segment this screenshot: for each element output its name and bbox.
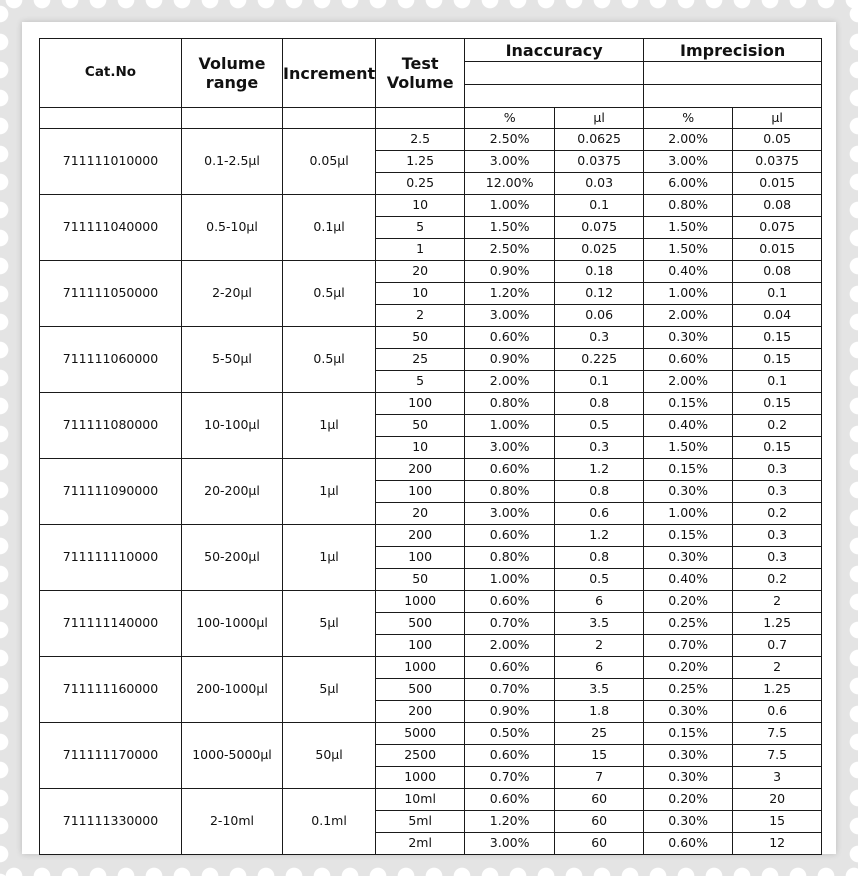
increment-cell: 0.1µl	[283, 195, 376, 261]
test-volume-cell: 1	[376, 239, 465, 261]
inaccuracy-ul-cell: 2	[555, 635, 644, 657]
volume-range-cell: 0.1-2.5µl	[182, 129, 283, 195]
inaccuracy-ul-cell: 0.06	[555, 305, 644, 327]
inaccuracy-ul-cell: 1.8	[555, 701, 644, 723]
imprecision-ul-cell: 0.2	[733, 503, 822, 525]
test-volume-cell: 0.25	[376, 173, 465, 195]
imprecision-ul-cell: 0.3	[733, 525, 822, 547]
test-volume-cell: 10	[376, 283, 465, 305]
imprecision-percent-cell: 0.80%	[644, 195, 733, 217]
volume-range-cell: 200-1000µl	[182, 657, 283, 723]
inaccuracy-percent-cell: 3.00%	[465, 833, 555, 855]
cat-no-cell: 711111040000	[40, 195, 182, 261]
table-row	[40, 129, 822, 151]
imprecision-percent-cell: 0.40%	[644, 261, 733, 283]
imprecision-percent-cell: 0.30%	[644, 811, 733, 833]
inaccuracy-percent-cell: 1.00%	[465, 415, 555, 437]
header-imprecision-spacer	[644, 62, 822, 85]
cat-no-cell: 711111170000	[40, 723, 182, 789]
imprecision-ul-cell: 0.3	[733, 547, 822, 569]
inaccuracy-ul-cell: 60	[555, 789, 644, 811]
imprecision-percent-cell: 0.40%	[644, 415, 733, 437]
imprecision-ul-cell: 15	[733, 811, 822, 833]
inaccuracy-percent-cell: 3.00%	[465, 151, 555, 173]
header-inaccuracy-spacer-2	[465, 85, 644, 108]
imprecision-ul-cell: 1.25	[733, 679, 822, 701]
inaccuracy-percent-cell: 0.60%	[465, 789, 555, 811]
inaccuracy-ul-cell: 7	[555, 767, 644, 789]
imprecision-ul-cell: 0.15	[733, 349, 822, 371]
imprecision-ul-cell: 0.08	[733, 261, 822, 283]
test-volume-cell: 100	[376, 393, 465, 415]
inaccuracy-ul-cell: 0.8	[555, 393, 644, 415]
imprecision-percent-cell: 0.15%	[644, 525, 733, 547]
inaccuracy-percent-cell: 0.60%	[465, 745, 555, 767]
test-volume-cell: 1000	[376, 591, 465, 613]
imprecision-percent-cell: 0.20%	[644, 789, 733, 811]
inaccuracy-percent-cell: 0.70%	[465, 613, 555, 635]
test-volume-cell: 100	[376, 635, 465, 657]
inaccuracy-ul-cell: 6	[555, 657, 644, 679]
imprecision-percent-cell: 1.00%	[644, 503, 733, 525]
imprecision-ul-cell: 7.5	[733, 723, 822, 745]
imprecision-percent-cell: 1.50%	[644, 217, 733, 239]
increment-cell: 1µl	[283, 459, 376, 525]
inaccuracy-percent-cell: 1.20%	[465, 811, 555, 833]
imprecision-percent-cell: 0.30%	[644, 547, 733, 569]
inaccuracy-ul-cell: 60	[555, 833, 644, 855]
test-volume-cell: 50	[376, 327, 465, 349]
inaccuracy-ul-cell: 0.025	[555, 239, 644, 261]
inaccuracy-ul-cell: 0.225	[555, 349, 644, 371]
unit-imprecision-ul: µl	[733, 108, 822, 129]
increment-cell: 0.5µl	[283, 261, 376, 327]
imprecision-ul-cell: 2	[733, 591, 822, 613]
test-volume-cell: 2	[376, 305, 465, 327]
test-volume-cell: 500	[376, 613, 465, 635]
imprecision-ul-cell: 0.0375	[733, 151, 822, 173]
test-volume-cell: 50	[376, 415, 465, 437]
inaccuracy-percent-cell: 0.80%	[465, 481, 555, 503]
imprecision-percent-cell: 0.30%	[644, 481, 733, 503]
inaccuracy-percent-cell: 0.60%	[465, 459, 555, 481]
test-volume-cell: 25	[376, 349, 465, 371]
header-imprecision: Imprecision	[644, 39, 822, 62]
imprecision-percent-cell: 2.00%	[644, 305, 733, 327]
imprecision-percent-cell: 0.60%	[644, 833, 733, 855]
imprecision-percent-cell: 0.25%	[644, 613, 733, 635]
header-inaccuracy: Inaccuracy	[465, 39, 644, 62]
header-volume-range: Volume range	[182, 39, 283, 108]
volume-range-cell: 5-50µl	[182, 327, 283, 393]
inaccuracy-percent-cell: 2.00%	[465, 635, 555, 657]
inaccuracy-ul-cell: 0.1	[555, 371, 644, 393]
volume-range-cell: 2-10ml	[182, 789, 283, 855]
increment-cell: 0.05µl	[283, 129, 376, 195]
imprecision-ul-cell: 0.08	[733, 195, 822, 217]
imprecision-percent-cell: 1.50%	[644, 239, 733, 261]
table-row	[40, 657, 822, 679]
imprecision-ul-cell: 7.5	[733, 745, 822, 767]
cat-no-cell: 711111330000	[40, 789, 182, 855]
cat-no-cell: 711111080000	[40, 393, 182, 459]
inaccuracy-ul-cell: 0.1	[555, 195, 644, 217]
imprecision-ul-cell: 1.25	[733, 613, 822, 635]
imprecision-percent-cell: 2.00%	[644, 371, 733, 393]
table-row	[40, 525, 822, 547]
header-increment: Increment	[283, 39, 376, 108]
units-blank-cat	[40, 108, 182, 129]
inaccuracy-ul-cell: 1.2	[555, 525, 644, 547]
inaccuracy-ul-cell: 1.2	[555, 459, 644, 481]
increment-cell: 0.5µl	[283, 327, 376, 393]
inaccuracy-percent-cell: 2.50%	[465, 239, 555, 261]
test-volume-cell: 20	[376, 503, 465, 525]
imprecision-ul-cell: 0.05	[733, 129, 822, 151]
cat-no-cell: 711111090000	[40, 459, 182, 525]
imprecision-percent-cell: 3.00%	[644, 151, 733, 173]
test-volume-cell: 1000	[376, 767, 465, 789]
unit-inaccuracy-ul: µl	[555, 108, 644, 129]
cat-no-cell: 711111010000	[40, 129, 182, 195]
cat-no-cell: 711111050000	[40, 261, 182, 327]
inaccuracy-ul-cell: 0.5	[555, 569, 644, 591]
inaccuracy-percent-cell: 0.90%	[465, 349, 555, 371]
test-volume-cell: 10	[376, 195, 465, 217]
imprecision-ul-cell: 0.1	[733, 283, 822, 305]
inaccuracy-ul-cell: 0.12	[555, 283, 644, 305]
inaccuracy-ul-cell: 25	[555, 723, 644, 745]
inaccuracy-percent-cell: 0.80%	[465, 547, 555, 569]
test-volume-cell: 5ml	[376, 811, 465, 833]
table-row	[40, 591, 822, 613]
inaccuracy-percent-cell: 2.00%	[465, 371, 555, 393]
imprecision-ul-cell: 0.2	[733, 569, 822, 591]
inaccuracy-ul-cell: 0.6	[555, 503, 644, 525]
inaccuracy-ul-cell: 0.8	[555, 481, 644, 503]
table-row	[40, 195, 822, 217]
inaccuracy-percent-cell: 1.20%	[465, 283, 555, 305]
inaccuracy-ul-cell: 0.0625	[555, 129, 644, 151]
inaccuracy-percent-cell: 0.70%	[465, 679, 555, 701]
imprecision-ul-cell: 0.3	[733, 481, 822, 503]
imprecision-percent-cell: 0.25%	[644, 679, 733, 701]
imprecision-ul-cell: 0.7	[733, 635, 822, 657]
imprecision-ul-cell: 3	[733, 767, 822, 789]
table-body	[40, 129, 822, 855]
inaccuracy-percent-cell: 0.60%	[465, 657, 555, 679]
volume-range-cell: 2-20µl	[182, 261, 283, 327]
inaccuracy-ul-cell: 0.8	[555, 547, 644, 569]
imprecision-percent-cell: 0.60%	[644, 349, 733, 371]
imprecision-percent-cell: 1.50%	[644, 437, 733, 459]
unit-imprecision-percent: %	[644, 108, 733, 129]
inaccuracy-percent-cell: 0.80%	[465, 393, 555, 415]
imprecision-ul-cell: 0.2	[733, 415, 822, 437]
table-row	[40, 723, 822, 745]
table-row	[40, 459, 822, 481]
inaccuracy-ul-cell: 0.3	[555, 437, 644, 459]
inaccuracy-percent-cell: 3.00%	[465, 503, 555, 525]
volume-range-cell: 10-100µl	[182, 393, 283, 459]
imprecision-ul-cell: 0.04	[733, 305, 822, 327]
inaccuracy-percent-cell: 0.90%	[465, 261, 555, 283]
imprecision-ul-cell: 0.3	[733, 459, 822, 481]
increment-cell: 5µl	[283, 591, 376, 657]
imprecision-ul-cell: 0.15	[733, 437, 822, 459]
inaccuracy-ul-cell: 3.5	[555, 679, 644, 701]
inaccuracy-percent-cell: 0.50%	[465, 723, 555, 745]
cat-no-cell: 711111140000	[40, 591, 182, 657]
inaccuracy-percent-cell: 0.70%	[465, 767, 555, 789]
increment-cell: 5µl	[283, 657, 376, 723]
increment-cell: 1µl	[283, 525, 376, 591]
inaccuracy-ul-cell: 15	[555, 745, 644, 767]
test-volume-cell: 500	[376, 679, 465, 701]
test-volume-cell: 20	[376, 261, 465, 283]
inaccuracy-percent-cell: 2.50%	[465, 129, 555, 151]
volume-range-cell: 50-200µl	[182, 525, 283, 591]
inaccuracy-percent-cell: 3.00%	[465, 305, 555, 327]
test-volume-cell: 10ml	[376, 789, 465, 811]
imprecision-percent-cell: 0.15%	[644, 723, 733, 745]
cat-no-cell: 711111110000	[40, 525, 182, 591]
inaccuracy-percent-cell: 12.00%	[465, 173, 555, 195]
table-row	[40, 261, 822, 283]
imprecision-ul-cell: 12	[733, 833, 822, 855]
table-row	[40, 327, 822, 349]
imprecision-ul-cell: 0.15	[733, 393, 822, 415]
test-volume-cell: 10	[376, 437, 465, 459]
table-row	[40, 789, 822, 811]
volume-range-cell: 100-1000µl	[182, 591, 283, 657]
test-volume-cell: 5	[376, 217, 465, 239]
imprecision-percent-cell: 0.30%	[644, 327, 733, 349]
imprecision-ul-cell: 0.015	[733, 239, 822, 261]
inaccuracy-percent-cell: 1.00%	[465, 195, 555, 217]
inaccuracy-percent-cell: 0.60%	[465, 525, 555, 547]
imprecision-percent-cell: 2.00%	[644, 129, 733, 151]
inaccuracy-ul-cell: 0.3	[555, 327, 644, 349]
imprecision-percent-cell: 0.15%	[644, 459, 733, 481]
inaccuracy-percent-cell: 0.90%	[465, 701, 555, 723]
inaccuracy-percent-cell: 0.60%	[465, 327, 555, 349]
imprecision-percent-cell: 0.30%	[644, 767, 733, 789]
imprecision-percent-cell: 0.30%	[644, 701, 733, 723]
imprecision-percent-cell: 0.20%	[644, 591, 733, 613]
increment-cell: 1µl	[283, 393, 376, 459]
inaccuracy-percent-cell: 1.50%	[465, 217, 555, 239]
header-test-volume: Test Volume	[376, 39, 465, 108]
increment-cell: 50µl	[283, 723, 376, 789]
cat-no-cell: 711111160000	[40, 657, 182, 723]
inaccuracy-ul-cell: 0.03	[555, 173, 644, 195]
imprecision-percent-cell: 1.00%	[644, 283, 733, 305]
inaccuracy-ul-cell: 60	[555, 811, 644, 833]
test-volume-cell: 2ml	[376, 833, 465, 855]
imprecision-ul-cell: 0.1	[733, 371, 822, 393]
unit-inaccuracy-percent: %	[465, 108, 555, 129]
cat-no-cell: 711111060000	[40, 327, 182, 393]
inaccuracy-ul-cell: 0.0375	[555, 151, 644, 173]
table-row	[40, 393, 822, 415]
imprecision-ul-cell: 0.6	[733, 701, 822, 723]
inaccuracy-percent-cell: 3.00%	[465, 437, 555, 459]
pipette-spec-table	[39, 38, 822, 855]
units-blank-increment	[283, 108, 376, 129]
inaccuracy-percent-cell: 1.00%	[465, 569, 555, 591]
test-volume-cell: 1.25	[376, 151, 465, 173]
header-inaccuracy-spacer	[465, 62, 644, 85]
imprecision-ul-cell: 0.15	[733, 327, 822, 349]
imprecision-percent-cell: 0.20%	[644, 657, 733, 679]
imprecision-percent-cell: 0.30%	[644, 745, 733, 767]
inaccuracy-ul-cell: 0.18	[555, 261, 644, 283]
imprecision-ul-cell: 0.015	[733, 173, 822, 195]
test-volume-cell: 2500	[376, 745, 465, 767]
test-volume-cell: 1000	[376, 657, 465, 679]
imprecision-percent-cell: 0.70%	[644, 635, 733, 657]
inaccuracy-ul-cell: 3.5	[555, 613, 644, 635]
imprecision-percent-cell: 6.00%	[644, 173, 733, 195]
imprecision-percent-cell: 0.40%	[644, 569, 733, 591]
inaccuracy-ul-cell: 0.5	[555, 415, 644, 437]
test-volume-cell: 50	[376, 569, 465, 591]
imprecision-ul-cell: 0.075	[733, 217, 822, 239]
volume-range-cell: 1000-5000µl	[182, 723, 283, 789]
test-volume-cell: 100	[376, 547, 465, 569]
header-imprecision-spacer-2	[644, 85, 822, 108]
increment-cell: 0.1ml	[283, 789, 376, 855]
test-volume-cell: 5000	[376, 723, 465, 745]
test-volume-cell: 100	[376, 481, 465, 503]
test-volume-cell: 200	[376, 525, 465, 547]
inaccuracy-ul-cell: 6	[555, 591, 644, 613]
test-volume-cell: 5	[376, 371, 465, 393]
units-blank-test	[376, 108, 465, 129]
imprecision-ul-cell: 2	[733, 657, 822, 679]
imprecision-ul-cell: 20	[733, 789, 822, 811]
volume-range-cell: 0.5-10µl	[182, 195, 283, 261]
test-volume-cell: 200	[376, 701, 465, 723]
test-volume-cell: 200	[376, 459, 465, 481]
inaccuracy-percent-cell: 0.60%	[465, 591, 555, 613]
volume-range-cell: 20-200µl	[182, 459, 283, 525]
inaccuracy-ul-cell: 0.075	[555, 217, 644, 239]
imprecision-percent-cell: 0.15%	[644, 393, 733, 415]
units-blank-range	[182, 108, 283, 129]
test-volume-cell: 2.5	[376, 129, 465, 151]
header-cat-no: Cat.No	[40, 39, 182, 108]
